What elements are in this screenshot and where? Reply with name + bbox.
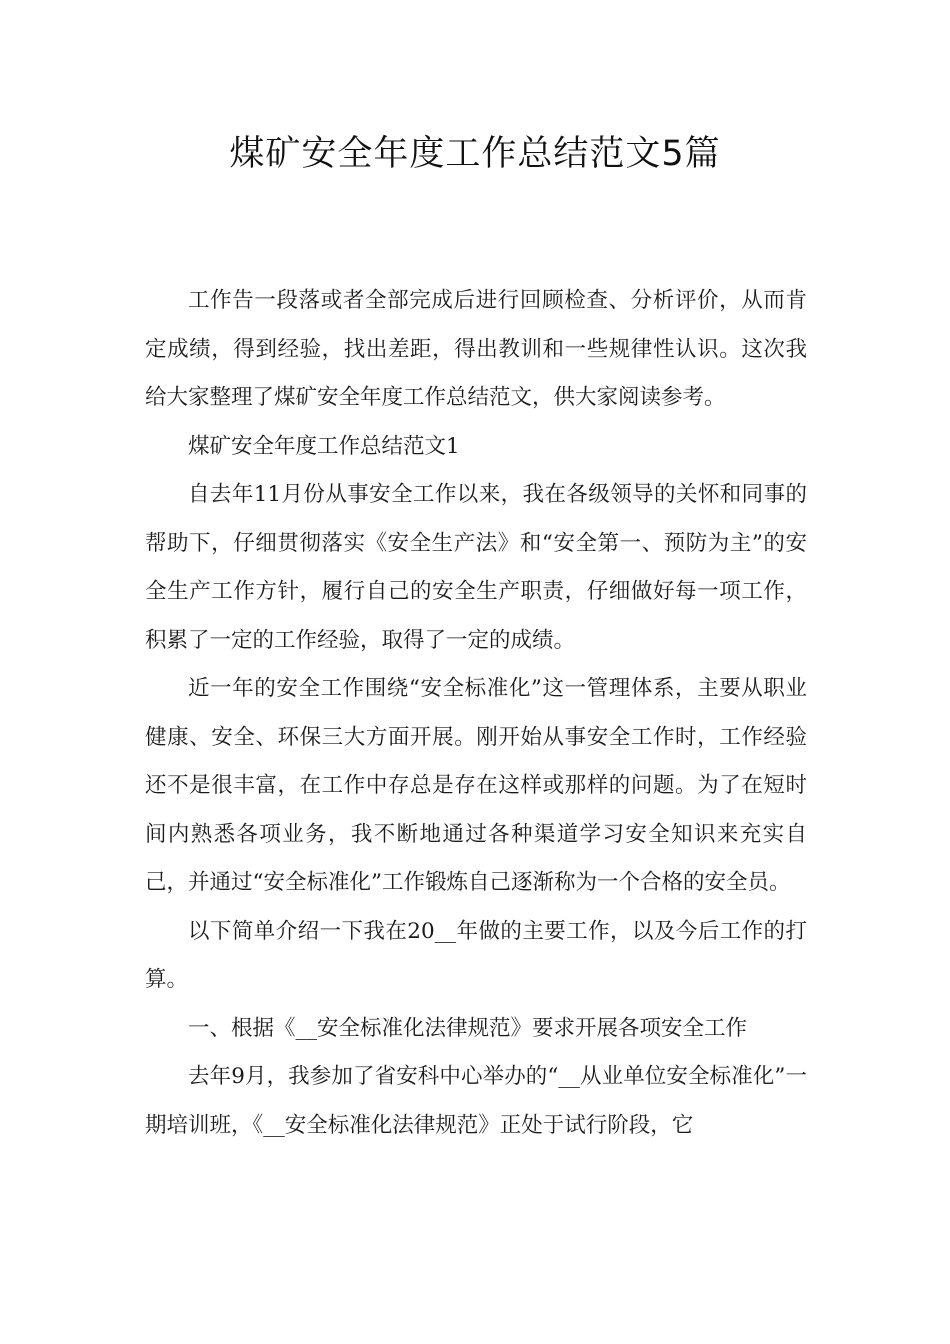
section-heading-1: 煤矿安全年度工作总结范文1 (188, 433, 460, 459)
body-paragraph: 去年9月，我参加了省安科中心举办的“__从业单位安全标准化”一期培训班，《__安全标准化法律规范》正处于试行阶段，它 (145, 1064, 807, 1138)
subsection-heading: 一、根据《__安全标准化法律规范》要求开展各项安全工作 (188, 1015, 748, 1041)
body-paragraph: 以下简单介绍一下我在20__年做的主要工作，以及今后工作的打算。 (145, 918, 807, 992)
body-paragraph: 自去年11月份从事安全工作以来，我在各级领导的关怀和同事的帮助下，仔细贯彻落实《安全生产法》和“安全第一、预防为主”的安全生产工作方针，履行自己的安全生产职责，仔细做好每一项工作，积累了一定的工作经验，取得了一定的成绩。 (145, 482, 807, 653)
document-title: 煤矿安全年度工作总结范文5篇 (229, 134, 721, 174)
body-paragraph: 近一年的安全工作围绕“安全标准化”这一管理体系，主要从职业健康、安全、环保三大方面开展。刚开始从事安全工作时，工作经验还不是很丰富，在工作中存总是存在这样或那样的问题。为了在短时间内熟悉各项业务，我不断地通过各种渠道学习安全知识来充实自己，并通过“安全标准化”工作锻炼自己逐渐称为一个合格的安全员。 (145, 676, 807, 895)
intro-paragraph: 工作告一段落或者全部完成后进行回顾检查、分析评价，从而肯定成绩，得到经验，找出差距，得出教训和一些规律性认识。这次我给大家整理了煤矿安全年度工作总结范文，供大家阅读参考。 (145, 288, 807, 410)
document-body (145, 277, 807, 1150)
